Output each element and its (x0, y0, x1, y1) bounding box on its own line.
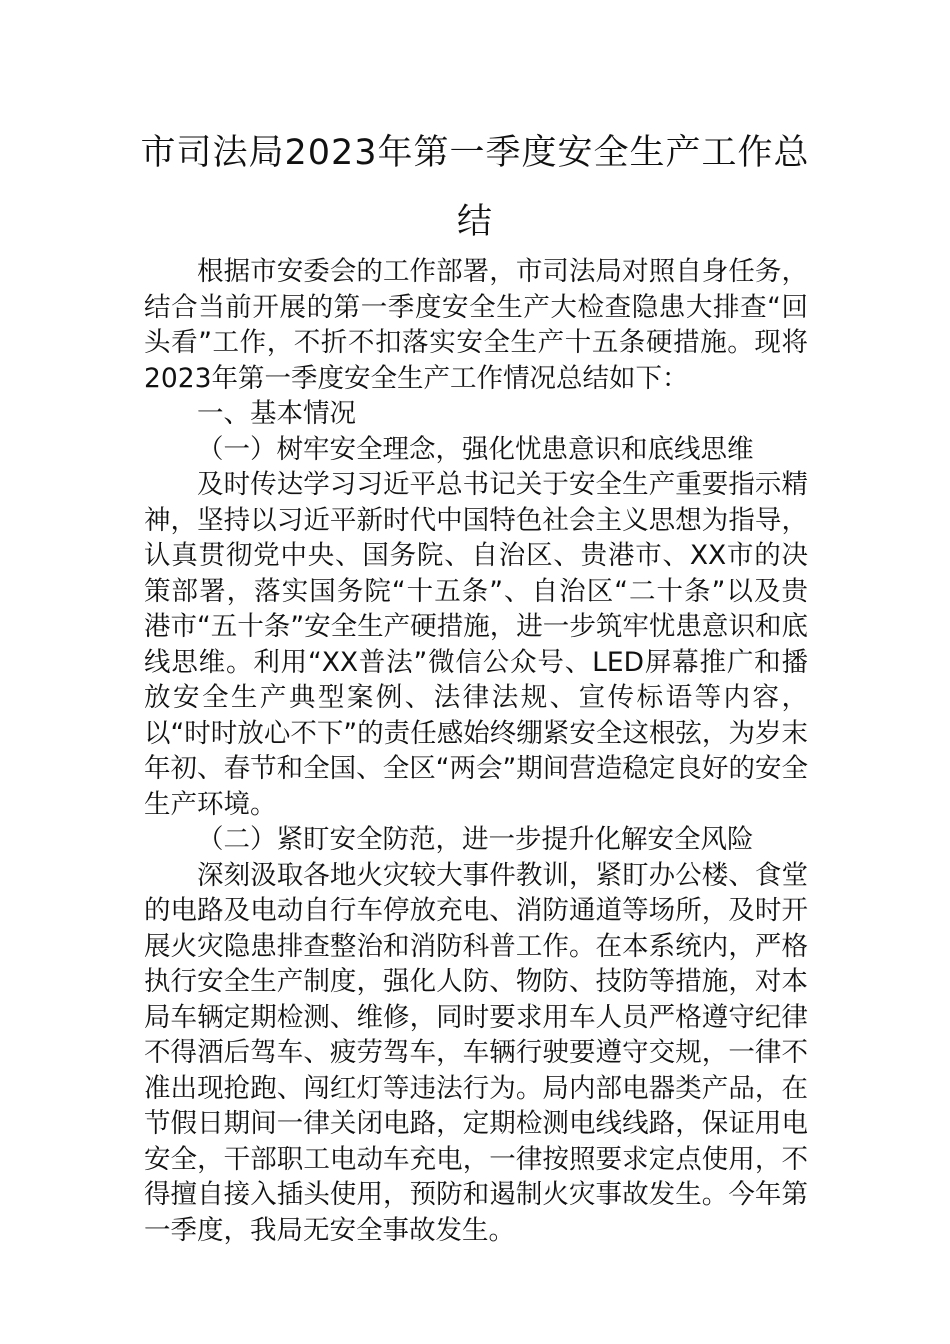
subsection-heading-2: （二）紧盯安全防范，进一步提升化解安全风险 (197, 824, 754, 855)
intro-paragraph: 根据市安委会的工作部署，市司法局对照自身任务，结合当前开展的第一季度安全生产大检查隐患大排查“回头看”工作，不折不扣落实安全生产十五条硬措施。现将2023年第一季度安全生产工作情况总结如下： (144, 256, 808, 394)
document-title-line-2: 结 (456, 202, 493, 242)
subsection-1-paragraph: 及时传达学习习近平总书记关于安全生产重要指示精神，坚持以习近平新时代中国特色社会主义思想为指导，认真贯彻党中央、国务院、自治区、贵港市、XX市的决策部署，落实国务院“十五条”、自治区“二十条”以及贵港市“五十条”安全生产硬措施，进一步筑牢忧患意识和底线思维。利用“XX普法”微信公众号、LED屏幕推广和播放安全生产典型案例、法律法规、宣传标语等内容，以“时时放心不下”的责任感始终绷紧安全这根弦，为岁末年初、春节和全国、全区“两会”期间营造稳定良好的安全生产环境。 (144, 469, 808, 820)
section-heading-basic-situation: 一、基本情况 (197, 398, 356, 429)
subsection-heading-1: （一）树牢安全理念，强化忧患意识和底线思维 (197, 433, 754, 465)
document-body (144, 254, 808, 1248)
document-title-line-1: 市司法局2023年第一季度安全生产工作总 (140, 133, 810, 173)
subsection-2-paragraph: 深刻汲取各地火灾较大事件教训，紧盯办公楼、食堂的电路及电动自行车停放充电、消防通道等场所，及时开展火灾隐患排查整治和消防科普工作。在本系统内，严格执行安全生产制度，强化人防、物防、技防等措施，对本局车辆定期检测、维修，同时要求用车人员严格遵守纪律不得酒后驾车、疲劳驾车，车辆行驶要遵守交规，一律不准出现抢跑、闯红灯等违法行为。局内部电器类产品，在节假日期间一律关闭电路，定期检测电线线路，保证用电安全，干部职工电动车充电，一律按照要求定点使用，不得擅自接入插头使用，预防和遏制火灾事故发生。今年第一季度，我局无安全事故发生。 (144, 859, 808, 1246)
